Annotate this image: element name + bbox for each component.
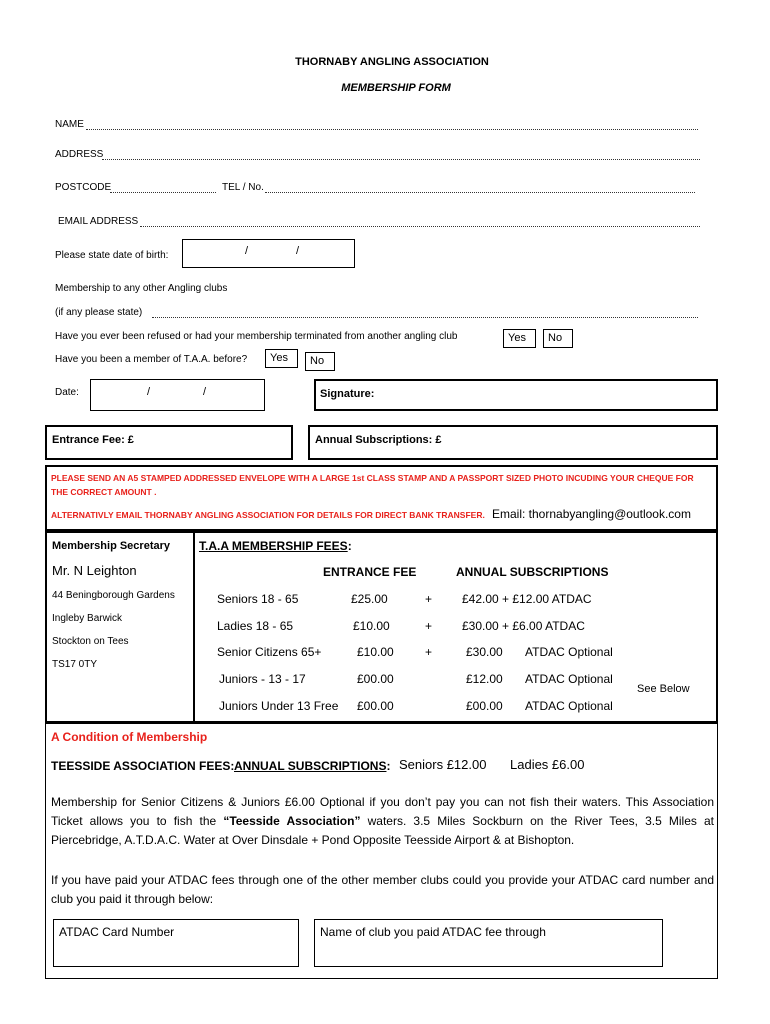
fee-row-note: ATDAC Optional bbox=[525, 672, 613, 686]
paragraph-text-b: waters. 3.5 Miles Sockburn on the River Tees, 3.5 Miles at Piercebridge, A.T.D.A.C. Water at Over Dinsdale + Pond Opposite Teesside Airport & at Bishopton. bbox=[51, 814, 714, 847]
address-label: ADDRESS bbox=[55, 149, 104, 160]
membership-paragraph bbox=[51, 793, 714, 850]
fee-row-plus: + bbox=[425, 592, 433, 606]
secretary-address-2: Ingleby Barwick bbox=[52, 613, 123, 624]
fee-row-entrance: £00.00 bbox=[357, 699, 394, 713]
secretary-address-3: Stockton on Tees bbox=[52, 636, 129, 647]
date-label: Date: bbox=[55, 387, 79, 398]
clubs-field[interactable] bbox=[152, 309, 698, 318]
fee-row-entrance: £10.00 bbox=[357, 645, 394, 659]
date-slash-2: / bbox=[203, 386, 207, 398]
notice-email[interactable]: Email: thornabyangling@outlook.com bbox=[492, 507, 691, 521]
paragraph-text-a: Membership for Senior Citizens & Juniors £6.00 Optional if you don’t pay you can not fish their waters. This Association Ticket allows you to fish the bbox=[51, 795, 714, 828]
secretary-heading: Membership Secretary bbox=[52, 540, 170, 552]
refused-no-box[interactable]: No bbox=[543, 329, 573, 348]
atdac-card-label: ATDAC Card Number bbox=[59, 925, 175, 939]
fee-row-note: ATDAC Optional bbox=[525, 699, 613, 713]
col-annual-subs: ANNUAL SUBSCRIPTIONS bbox=[456, 565, 609, 579]
fee-row-plus: + bbox=[425, 645, 433, 659]
clubs-label: Membership to any other Angling clubs bbox=[55, 283, 228, 294]
dob-slash-1: / bbox=[245, 245, 249, 257]
member-before-question: Have you been a member of T.A.A. before? bbox=[55, 354, 248, 365]
tel-label: TEL / No. bbox=[222, 182, 264, 193]
notice-box bbox=[45, 465, 718, 531]
fee-row-entrance: £10.00 bbox=[353, 619, 390, 633]
member-yes-box[interactable]: Yes bbox=[265, 349, 298, 368]
condition-section bbox=[45, 723, 718, 979]
fee-row-annual: £12.00 bbox=[466, 672, 503, 686]
teesside-fees-label: TEESSIDE ASSOCIATION FEES: bbox=[51, 759, 235, 773]
secretary-address-1: 44 Beningborough Gardens bbox=[52, 590, 175, 601]
col-entrance-fee: ENTRANCE FEE bbox=[323, 565, 417, 579]
annual-subs-heading: ANNUAL SUBSCRIPTIONS bbox=[234, 759, 387, 773]
fees-table bbox=[45, 531, 718, 723]
dob-label: Please state date of birth: bbox=[55, 250, 169, 261]
ladies-fee: Ladies £6.00 bbox=[510, 757, 585, 772]
fee-row-plus: + bbox=[425, 619, 433, 633]
email-label: EMAIL ADDRESS bbox=[58, 216, 139, 227]
date-slash-1: / bbox=[147, 386, 151, 398]
secretary-postcode: TS17 0TY bbox=[52, 659, 98, 670]
fee-row-entrance: £00.00 bbox=[357, 672, 394, 686]
fee-row-category: Juniors - 13 - 17 bbox=[219, 672, 306, 686]
refused-question: Have you ever been refused or had your membership terminated from another angling club bbox=[55, 331, 458, 342]
signature-label: Signature: bbox=[320, 388, 375, 400]
seniors-fee: Seniors £12.00 bbox=[399, 757, 487, 772]
see-below-note: See Below bbox=[637, 683, 690, 695]
refused-yes-box[interactable]: Yes bbox=[503, 329, 536, 348]
fee-row-entrance: £25.00 bbox=[351, 592, 388, 606]
fee-row-annual: £30.00 + £6.00 ATDAC bbox=[462, 619, 585, 633]
tel-field[interactable] bbox=[265, 184, 695, 193]
fee-row-category: Senior Citizens 65+ bbox=[217, 645, 322, 659]
signature-box[interactable] bbox=[314, 379, 718, 411]
postcode-field[interactable] bbox=[110, 184, 216, 193]
name-label: NAME bbox=[55, 119, 84, 130]
fee-row-category: Juniors Under 13 Free bbox=[219, 699, 339, 713]
dob-slash-2: / bbox=[296, 245, 300, 257]
atdac-club-box[interactable] bbox=[314, 919, 663, 967]
fee-row-annual: £00.00 bbox=[466, 699, 503, 713]
email-field[interactable] bbox=[140, 218, 700, 227]
date-box[interactable] bbox=[90, 379, 265, 411]
dob-box[interactable] bbox=[182, 239, 355, 268]
member-no-box[interactable]: No bbox=[305, 352, 335, 371]
notice-line-2: ALTERNATIVLY EMAIL THORNABY ANGLING ASSOCIATION FOR DETAILS FOR DIRECT BANK TRANSFER. bbox=[51, 510, 485, 520]
notice-line-1: PLEASE SEND AN A5 STAMPED ADDRESSED ENVELOPE WITH A LARGE 1st CLASS STAMP AND A PASSPORT SIZED PHOTO INCUDING YOUR CHEQUE FOR THE CORRECT AMOUNT . bbox=[51, 473, 694, 497]
condition-heading: A Condition of Membership bbox=[51, 730, 208, 744]
clubs-hint: (if any please state) bbox=[55, 307, 143, 318]
form-title: THORNABY ANGLING ASSOCIATION bbox=[295, 56, 489, 68]
annual-subs-label: Annual Subscriptions: £ bbox=[315, 434, 442, 446]
address-field[interactable] bbox=[102, 151, 700, 160]
table-divider bbox=[193, 533, 195, 721]
fees-heading-colon: : bbox=[347, 539, 352, 553]
entrance-fee-label: Entrance Fee: £ bbox=[52, 434, 134, 446]
fee-row-category: Seniors 18 - 65 bbox=[217, 592, 299, 606]
teesside-association-bold: “Teesside Association” bbox=[223, 814, 361, 828]
form-subtitle: MEMBERSHIP FORM bbox=[341, 82, 451, 94]
fee-row-annual: £30.00 bbox=[466, 645, 503, 659]
atdac-club-label: Name of club you paid ATDAC fee through bbox=[320, 925, 546, 939]
annual-subs-box[interactable] bbox=[308, 425, 718, 460]
fee-row-annual: £42.00 + £12.00 ATDAC bbox=[462, 592, 592, 606]
atdac-paragraph: If you have paid your ATDAC fees through one of the other member clubs could you provide your ATDAC card number and club you paid it through below: bbox=[51, 873, 714, 906]
annual-subs-colon: : bbox=[386, 759, 391, 773]
name-field[interactable] bbox=[86, 121, 698, 130]
fee-row-note: ATDAC Optional bbox=[525, 645, 613, 659]
entrance-fee-box[interactable] bbox=[45, 425, 293, 460]
secretary-name: Mr. N Leighton bbox=[52, 563, 137, 578]
postcode-label: POSTCODE bbox=[55, 182, 112, 193]
fees-heading: T.A.A MEMBERSHIP FEES bbox=[199, 539, 348, 553]
fee-row-category: Ladies 18 - 65 bbox=[217, 619, 294, 633]
atdac-card-number-box[interactable] bbox=[53, 919, 299, 967]
